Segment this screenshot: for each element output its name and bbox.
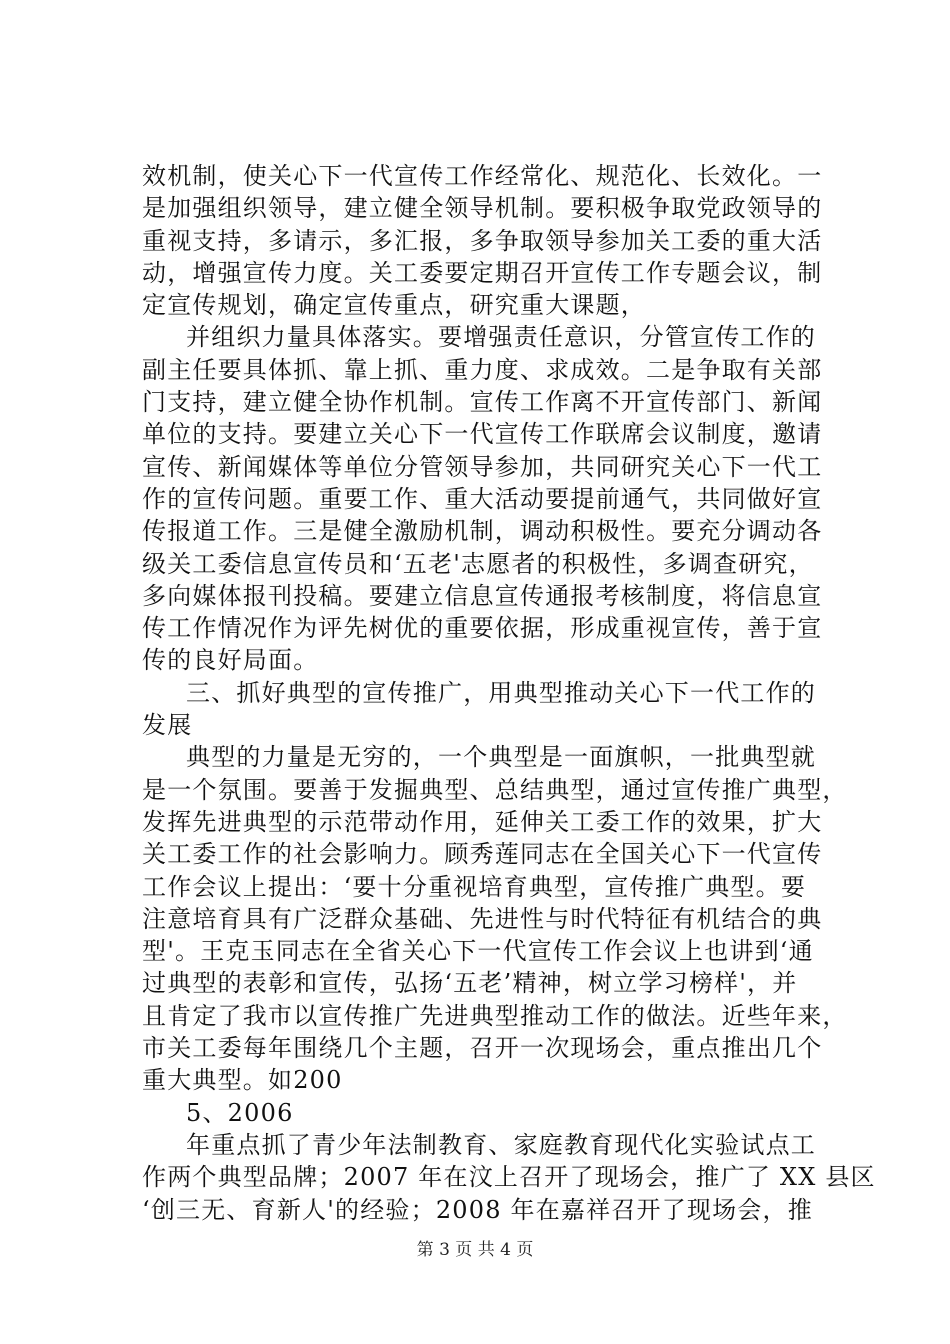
text-line: 重视支持，多请示，多汇报，多争取领导参加关工委的重大活	[142, 226, 823, 255]
text-line: 级关工委信息宣传员和‘五老'志愿者的积极性，多调查研究，	[142, 549, 814, 578]
text-line: 宣传、新闻媒体等单位分管领导参加，共同研究关心下一代工	[142, 452, 823, 481]
text-line: 典型的力量是无穷的，一个典型是一面旗帜，一批典型就	[186, 743, 816, 772]
text-line: 作两个典型品牌；2007 年在汶上召开了现场会，推广了 XX 县区	[142, 1163, 876, 1192]
text-line: 年重点抓了青少年法制教育、家庭教育现代化实验试点工	[186, 1130, 816, 1159]
text-line: 传报道工作。三是健全激励机制，调动积极性。要充分调动各	[142, 517, 823, 546]
section-heading-line: 三、抓好典型的宣传推广，用典型推动关心下一代工作的	[186, 678, 816, 707]
text-line: 且肯定了我市以宣传推广先进典型推动工作的做法。近些年来，	[142, 1001, 848, 1030]
text-line: 是一个氛围。要善于发掘典型、总结典型，通过宣传推广典型，	[142, 775, 848, 804]
text-line: 定宣传规划，确定宣传重点，研究重大课题，	[142, 291, 646, 320]
text-line: 门支持，建立健全协作机制。宣传工作离不开宣传部门、新闻	[142, 388, 823, 417]
text-line: 重大典型。如200	[142, 1066, 343, 1095]
text-line: 发挥先进典型的示范带动作用，延伸关工委工作的效果，扩大	[142, 807, 823, 836]
text-line: ‘创三无、育新人'的经验；2008 年在嘉祥召开了现场会，推	[142, 1195, 813, 1224]
section-heading-line: 发展	[142, 711, 193, 740]
text-line: 市关工委每年围绕几个主题，召开一次现场会，重点推出几个	[142, 1034, 823, 1063]
text-line: 型'。王克玉同志在全省关心下一代宣传工作会议上也讲到‘通	[142, 937, 814, 966]
text-line: 传的良好局面。	[142, 646, 319, 675]
document-body	[142, 160, 876, 1226]
text-line: 单位的支持。要建立关心下一代宣传工作联席会议制度，邀请	[142, 420, 823, 449]
text-line: 动，增强宣传力度。关工委要定期召开宣传工作专题会议，制	[142, 258, 823, 287]
text-line: 副主任要具体抓、靠上抓、重力度、求成效。二是争取有关部	[142, 355, 823, 384]
text-line: 工作会议上提出：‘要十分重视培育典型，宣传推广典型。要	[142, 872, 807, 901]
text-line: 注意培育具有广泛群众基础、先进性与时代特征有机结合的典	[142, 904, 823, 933]
text-line: 多向媒体报刊投稿。要建立信息宣传通报考核制度，将信息宣	[142, 581, 823, 610]
text-line: 关工委工作的社会影响力。顾秀莲同志在全国关心下一代宣传	[142, 840, 823, 869]
text-line: 并组织力量具体落实。要增强责任意识，分管宣传工作的	[186, 323, 816, 352]
text-line: 作的宣传问题。重要工作、重大活动要提前通气，共同做好宣	[142, 484, 823, 513]
text-line: 5、2006	[186, 1098, 294, 1127]
page-footer: 第 3 页 共 4 页	[416, 1240, 534, 1260]
text-line: 效机制，使关心下一代宣传工作经常化、规范化、长效化。一	[142, 162, 823, 190]
text-line: 传工作情况作为评先树优的重要依据，形成重视宣传，善于宣	[142, 614, 823, 643]
text-line: 是加强组织领导，建立健全领导机制。要积极争取党政领导的	[142, 194, 823, 223]
text-line: 过典型的表彰和宣传，弘扬‘五老’精神，树立学习榜样'，并	[142, 969, 798, 998]
